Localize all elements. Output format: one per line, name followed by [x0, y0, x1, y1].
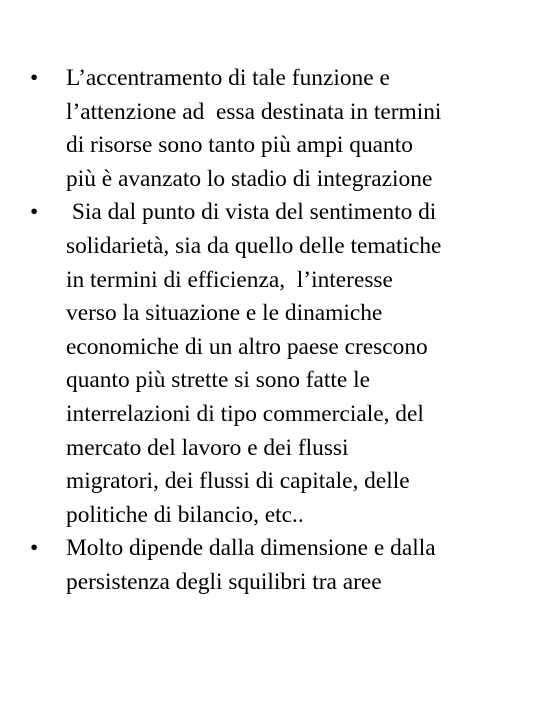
text-line: in termini di efficienza, l’interesse — [66, 266, 393, 293]
bullet-point-icon: • — [30, 65, 39, 91]
text-line: persistenza degli squilibri tra aree — [66, 568, 382, 595]
bullet-point-icon: • — [30, 199, 39, 226]
text-line: L’accentramento di tale funzione e — [66, 65, 390, 91]
bullet-list — [30, 62, 525, 600]
text-line: economiche di un altro paese crescono — [66, 333, 428, 360]
text-line: interrelazioni di tipo commerciale, del — [66, 400, 424, 427]
text-line: di risorse sono tanto più ampi quanto — [66, 132, 413, 159]
text-line: solidarietà, sia da quello delle tematiche — [66, 232, 442, 259]
text-line: l’attenzione ad essa destinata in termini — [66, 98, 442, 125]
text-line: Sia dal punto di vista del sentimento di — [66, 199, 437, 226]
text-line: più è avanzato lo stadio di integrazione — [66, 165, 433, 192]
bullet-point-icon: • — [30, 535, 39, 562]
text-line: politiche di bilancio, etc.. — [66, 501, 304, 528]
text-line: Molto dipende dalla dimensione e dalla — [66, 535, 436, 562]
text-line: mercato del lavoro e dei flussi — [66, 434, 349, 461]
bullet-item-2 — [30, 196, 525, 532]
text-line: verso la situazione e le dinamiche — [66, 300, 383, 327]
text-line: migratori, dei flussi di capitale, delle — [66, 468, 410, 495]
bullet-item-1 — [30, 62, 525, 196]
bullet-item-3 — [30, 532, 525, 599]
text-line: quanto più strette si sono fatte le — [66, 367, 371, 394]
